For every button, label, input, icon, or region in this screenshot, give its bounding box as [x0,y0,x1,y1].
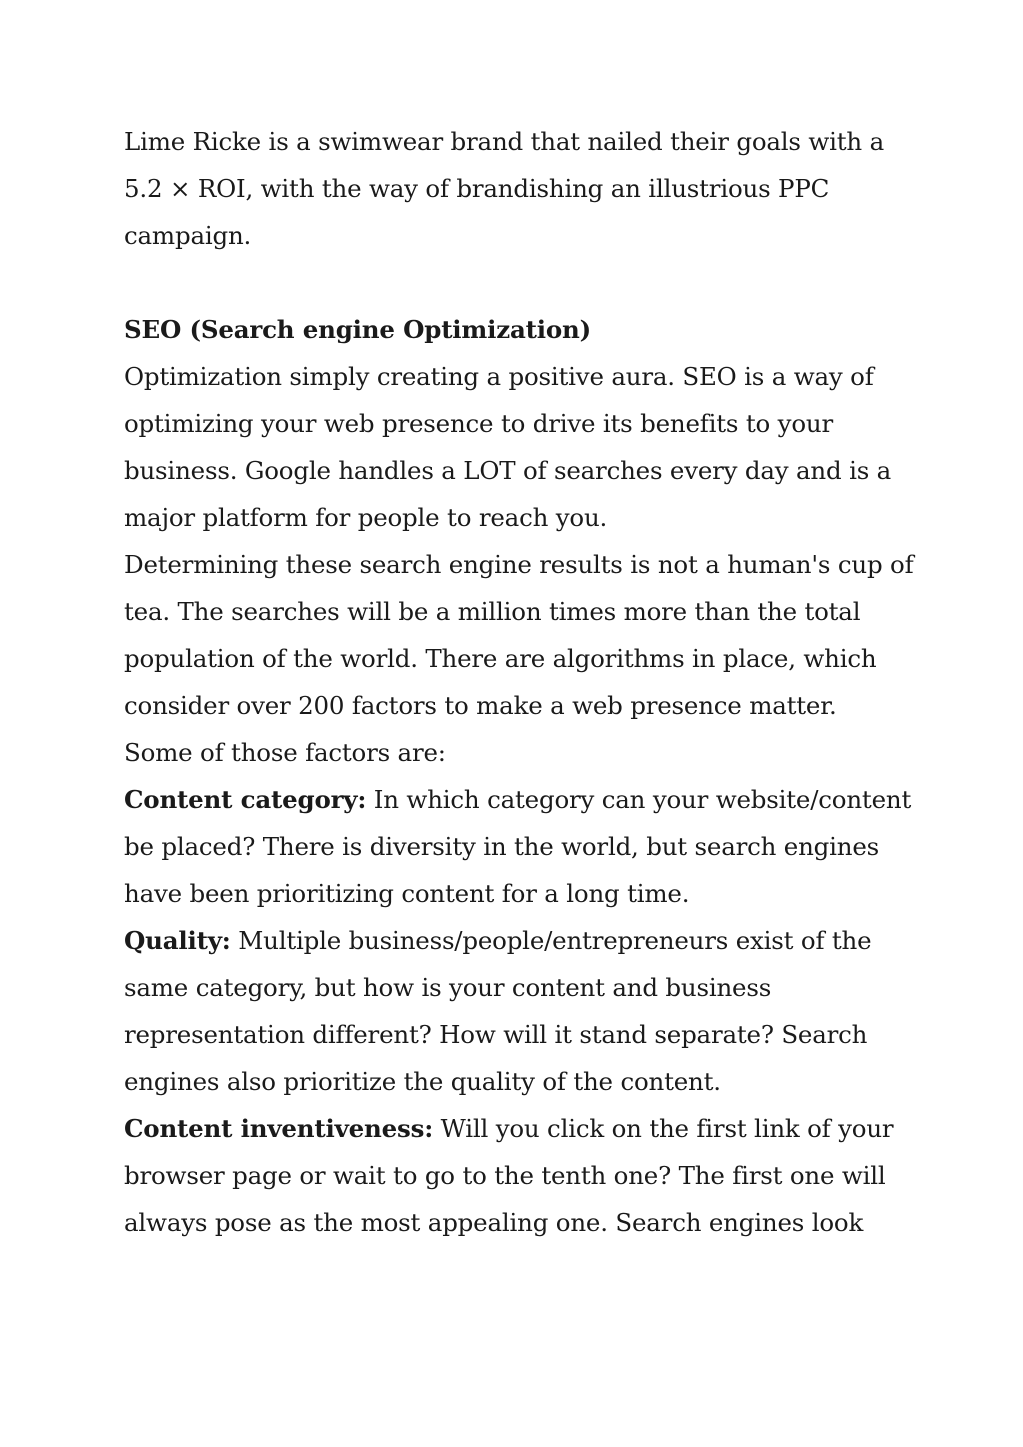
factor-quality [124,917,914,1105]
factor-text: Multiple business/people/entrepreneurs exist of the same category, but how is your content and business representation different? How will it stand separate? Search engines also prioritize the quality of the content. [124,926,872,1096]
factor-label: Content category: [124,785,367,814]
paragraph-spacer [124,259,914,306]
factor-label: Quality: [124,926,231,955]
seo-paragraph-2: Determining these search engine results is not a human's cup of tea. The searches will be a million times more than the total population of the world. There are algorithms in place, which consider over 200 factors to make a web presence matter. [124,550,914,720]
intro-paragraph: Lime Ricke is a swimwear brand that nailed their goals with a 5.2 × ROI, with the way of brandishing an illustrious PPC campaign. [124,127,885,250]
factors-intro: Some of those factors are: [124,738,446,767]
factor-content-category [124,776,914,917]
section-heading: SEO (Search engine Optimization) [124,315,592,344]
factor-text: Will you click on the first link of your browser page or wait to go to the tenth one? The first one will always pose as the most appealing one. Search engines look [124,1114,894,1237]
factor-label: Content inventiveness: [124,1114,434,1143]
factor-content-inventiveness [124,1105,914,1246]
document-page [124,118,914,1246]
seo-paragraph-1: Optimization simply creating a positive aura. SEO is a way of optimizing your web presence to drive its benefits to your business. Google handles a LOT of searches every day and is a major platform for people to reach you. [124,362,892,532]
factor-text: In which category can your website/content be placed? There is diversity in the world, but search engines have been prioritizing content for a long time. [124,785,912,908]
